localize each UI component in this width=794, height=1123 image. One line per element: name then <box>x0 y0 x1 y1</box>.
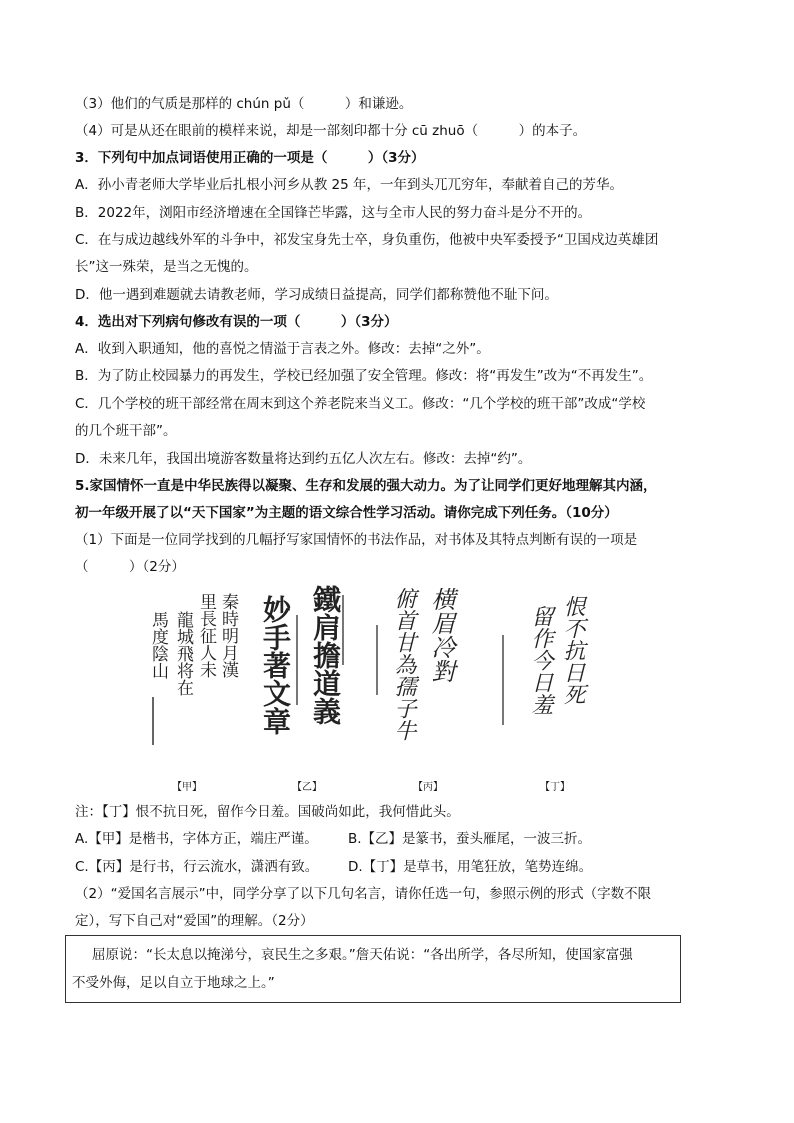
option-d: D.【丁】是草书，用笔狂放，笔势连绵。 <box>348 859 593 875</box>
jia-seal-line <box>152 697 154 745</box>
calligraphy-jia <box>148 585 240 770</box>
option-c: C.【丙】是行书，行云流水，潇洒有致。 <box>75 859 319 875</box>
question-3-option-b: B．2022年，浏阳市经济增速在全国锋芒毕露，这与全市人民的努力奋斗是分不开的。 <box>75 205 592 221</box>
question-3-option-c-line1: C．在与成边越线外军的斗争中，祁发宝身先士卒，身负重伤，他被中央军委授予“卫国戍边英雄团 <box>75 232 659 248</box>
calligraphy-yi <box>250 585 355 770</box>
option-b: B.【乙】是篆书，蚕头雁尾，一波三折。 <box>348 831 592 847</box>
yi-side-note <box>296 615 298 705</box>
question-5-2-line2: 定），写下自己对“爱国”的理解。（2分） <box>75 913 314 929</box>
bing-side-note <box>376 625 378 695</box>
yi-col-2: 妙手著文章 <box>259 595 292 735</box>
bing-col-2: 俯首甘為孺子牛 <box>391 587 416 741</box>
question-3-title: 3．下列句中加点词语使用正确的一项是（ ）（3分） <box>75 150 425 166</box>
calligraphy-bing <box>370 585 465 770</box>
label-jia: 【甲】 <box>172 782 202 793</box>
question-5-title-line1: 5.家国情怀一直是中华民族得以凝聚、生存和发展的强大动力。为了让同学们更好地理解其内涵， <box>75 478 657 494</box>
question-5-2-line1: （2）“爱国名言展示”中，同学分享了以下几句名言，请你任选一句，参照示例的形式（字数不限 <box>75 886 652 902</box>
note: 注：【丁】恨不抗日死，留作今日羞。国破尚如此，我何惜此头。 <box>75 804 460 820</box>
label-bing: 【丙】 <box>413 782 443 793</box>
q2-item-3: （3）他们的气质是那样的 chún pǔ（ ）和谦逊。 <box>75 96 413 112</box>
ding-side-note <box>502 635 504 725</box>
option-a: A.【甲】是楷书，字体方正，端庄严谨。 <box>75 831 318 847</box>
question-3-option-c-line2: 长”这一殊荣，是当之无愧的。 <box>75 259 258 275</box>
ding-col-2: 留作今日羞 <box>528 605 553 715</box>
question-4-option-b: B．为了防止校园暴力的再发生，学校已经加强了安全管理。修改：将“再发生”改为“不再发生”。 <box>75 368 653 384</box>
question-5-1-line1: （1）下面是一位同学找到的几幅抒写家国情怀的书法作品，对书体及其特点判断有误的一项是 <box>75 532 638 548</box>
question-3-option-d: D．他一遇到难题就去请教老师，学习成绩日益提高，同学们都称赞他不耻下问。 <box>75 287 558 303</box>
question-5-1-line2: （ ）（2分） <box>75 559 185 575</box>
bing-col-1: 横眉冷對 <box>427 587 455 683</box>
calligraphy-ding <box>490 585 600 770</box>
question-4-title: 4．选出对下列病句修改有误的一项（ ）（3分） <box>75 314 398 330</box>
quote-line-2: 不受外侮，足以自立于地球之上。” <box>72 975 275 991</box>
jia-col-3: 龍城飛将在 <box>173 611 193 696</box>
question-4-option-d: D．未来几年，我国出境游客数量将达到约五亿人次左右。修改：去掉“约”。 <box>75 451 532 467</box>
question-4-option-c-line1: C．几个学校的班干部经常在周末到这个养老院来当义工。修改：“几个学校的班干部”改成“学校 <box>75 396 646 412</box>
jia-col-2: 里長征人未 <box>196 593 216 678</box>
ding-col-1: 恨不抗日死 <box>560 595 585 705</box>
yi-side-note-2 <box>342 595 344 665</box>
q2-item-4: （4）可是从还在眼前的模样来说，却是一部刻印都十分 cū zhuō（ ）的本子。 <box>75 123 587 139</box>
question-3-option-a: A．孙小青老师大学毕业后扎根小河乡从教 25 年，一年到头兀兀穷年，奉献着自己的芳华。 <box>75 177 623 193</box>
question-5-title-line2: 初一年级开展了以“天下国家”为主题的语文综合性学习活动。请你完成下列任务。（10分） <box>75 505 618 521</box>
quote-box <box>65 935 681 1003</box>
jia-col-1: 秦時明月漢 <box>218 593 238 678</box>
quote-line-1: 屈原说：“长太息以掩涕兮，哀民生之多艰。”詹天佑说：“各出所学，各尽所知，使国家富强 <box>92 947 633 963</box>
question-4-option-c-line2: 的几个班干部”。 <box>75 423 177 439</box>
label-ding: 【丁】 <box>540 782 570 793</box>
yi-col-1: 鐵肩擔道義 <box>309 585 342 725</box>
jia-col-4: 馬度陰山 <box>148 611 168 679</box>
label-yi: 【乙】 <box>292 782 322 793</box>
question-4-option-a: A．收到入职通知，他的喜悦之情溢于言表之外。修改：去掉“之外”。 <box>75 341 490 357</box>
